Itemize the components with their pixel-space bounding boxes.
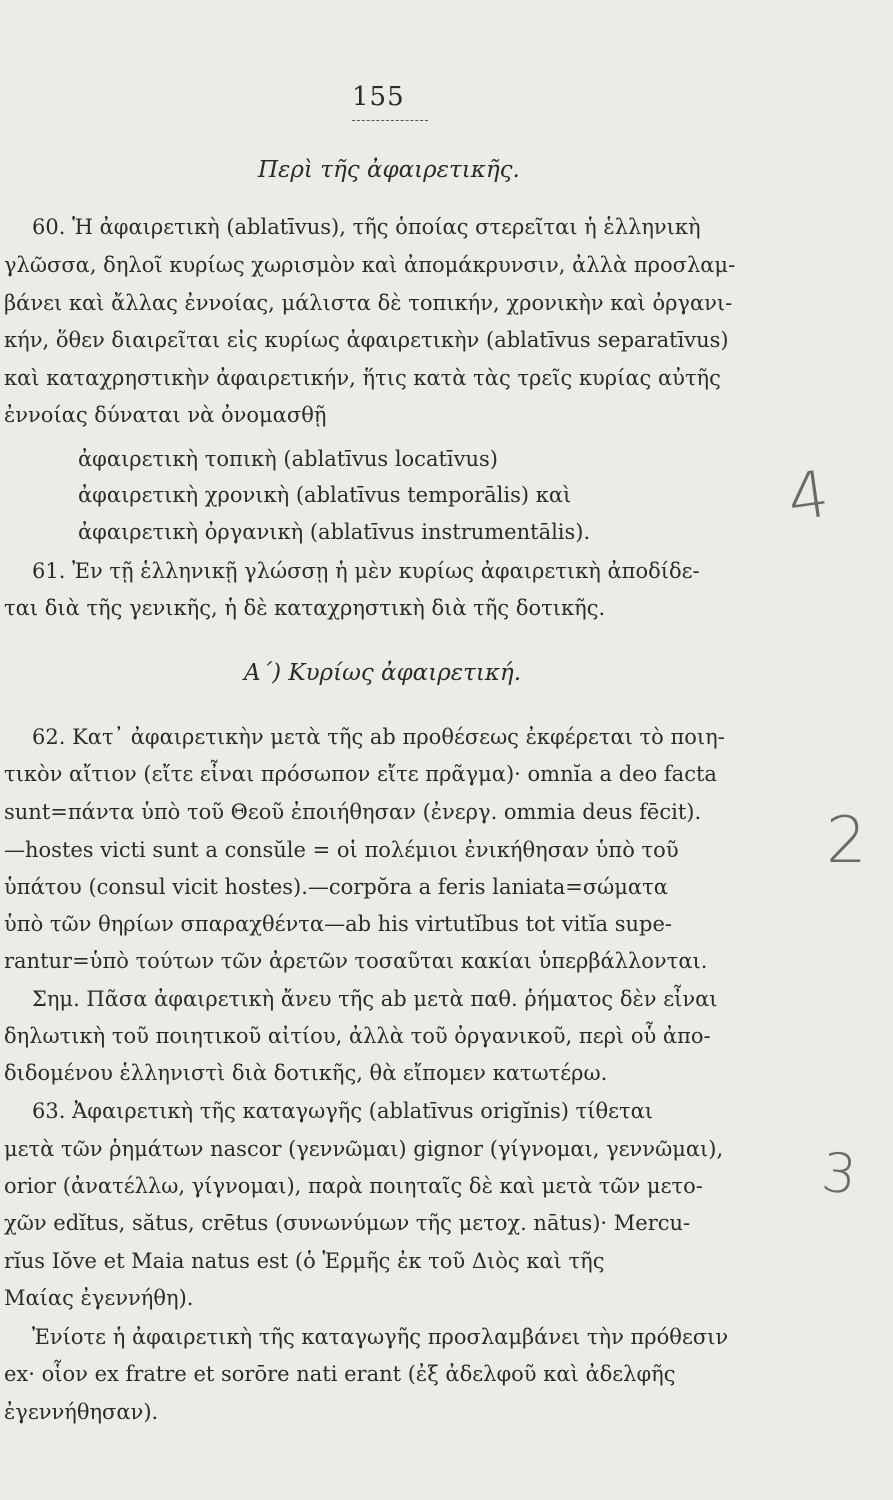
list-line: ἀφαιρετικὴ χρονικὴ (ablatīvus temporālis) καὶ	[78, 483, 572, 507]
text-line: καὶ καταχρηστικὴν ἀφαιρετικήν, ἥτις κατὰ τὰς τρεῖς κυρίας αὐτῆς	[4, 366, 721, 390]
text-line: rĭus Iŏve et Maia natus est (ὁ Ἑρμῆς ἐκ τοῦ Διὸς καὶ τῆς	[4, 1249, 605, 1273]
text-line: orior (ἀνατέλλω, γίγνομαι), παρὰ ποιηταῖς δὲ καὶ μετὰ τῶν μετο-	[4, 1174, 703, 1198]
section-heading: Περὶ τῆς ἀφαιρετικῆς.	[258, 157, 520, 183]
text-line: 61. Ἐν τῇ ἑλληνικῇ γλώσσῃ ἡ μὲν κυρίως ἀφαιρετικὴ ἀποδίδε-	[32, 559, 700, 583]
page-number-rule	[352, 120, 428, 121]
text-line: rantur=ὑπὸ τούτων τῶν ἀρετῶν τοσαῦται κακίαι ὑπερβάλλονται.	[4, 949, 708, 973]
text-line: χῶν edĭtus, sătus, crētus (συνωνύμων τῆς μετοχ. nātus)· Mercu-	[4, 1211, 691, 1235]
page-number: 155	[352, 82, 405, 112]
text-line: —hostes victi sunt a consŭle = οἱ πολέμιοι ἐνικήθησαν ὑπὸ τοῦ	[4, 838, 679, 862]
text-line: βάνει καὶ ἄλλας ἐννοίας, μάλιστα δὲ τοπικήν, χρονικὴν καὶ ὀργανι-	[4, 291, 733, 315]
list-line: ἀφαιρετικὴ ὀργανικὴ (ablatīvus instrumentālis).	[78, 520, 591, 544]
note-line: διδομένου ἑλληνιστὶ διὰ δοτικῆς, θὰ εἴπομεν κατωτέρω.	[4, 1061, 608, 1085]
text-line: Ἐνίοτε ἡ ἀφαιρετικὴ τῆς καταγωγῆς προσλαμβάνει τὴν πρόθεσιν	[32, 1325, 729, 1349]
note-line: Σημ. Πᾶσα ἀφαιρετικὴ ἄνευ τῆς ab μετὰ παθ. ῥήματος δὲν εἶναι	[32, 987, 718, 1011]
text-line: ὑπὸ τῶν θηρίων σπαραχθέντα—ab his virtutĭbus tot vitĭa supe-	[4, 912, 672, 936]
text-line: ται διὰ τῆς γενικῆς, ἡ δὲ καταχρηστικὴ διὰ τῆς δοτικῆς.	[4, 596, 606, 620]
text-line: ὑπάτου (consul vicit hostes).—corpŏra a feris laniata=σώματα	[4, 875, 668, 899]
text-line: ἐννοίας δύναται νὰ ὀνομασθῇ	[4, 403, 327, 427]
text-line: ex· οἷον ex fratre et sorōre nati erant (ἐξ ἀδελφοῦ καὶ ἀδελφῆς	[4, 1362, 676, 1386]
list-line: ἀφαιρετικὴ τοπικὴ (ablatīvus locatīvus)	[78, 447, 498, 471]
text-line: τικὸν αἴτιον (εἴτε εἶναι πρόσωπον εἴτε πρᾶγμα)· omnĭa a deo facta	[4, 762, 717, 786]
margin-note-2: 2	[826, 804, 867, 878]
text-line: 63. Ἀφαιρετικὴ τῆς καταγωγῆς (ablatīvus origĭnis) τίθεται	[32, 1099, 654, 1123]
text-line: μετὰ τῶν ῥημάτων nascor (γεννῶμαι) gignor (γίγνομαι, γεννῶμαι),	[4, 1137, 724, 1161]
text-line: 62. Κατ᾽ ἀφαιρετικὴν μετὰ τῆς ab προθέσεως ἐκφέρεται τὸ ποιη-	[32, 725, 725, 749]
text-line: κήν, ὅθεν διαιρεῖται εἰς κυρίως ἀφαιρετικὴν (ablatīvus separatīvus)	[4, 328, 729, 352]
note-line: δηλωτικὴ τοῦ ποιητικοῦ αἰτίου, ἀλλὰ τοῦ ὀργανικοῦ, περὶ οὗ ἀπο-	[4, 1024, 711, 1048]
text-line: γλῶσσα, δηλοῖ κυρίως χωρισμὸν καὶ ἀπομάκρυνσιν, ἀλλὰ προσλαμ-	[4, 253, 736, 277]
text-line: ἐγεννήθησαν).	[4, 1400, 159, 1424]
subsection-heading: Α΄) Κυρίως ἀφαιρετική.	[244, 660, 522, 686]
margin-note-4: 4	[783, 457, 834, 537]
text-line: 60. Ἡ ἀφαιρετικὴ (ablatīvus), τῆς ὁποίας στερεῖται ἡ ἑλληνικὴ	[32, 215, 701, 239]
text-line: sunt=πάντα ὑπὸ τοῦ Θεοῦ ἐποιήθησαν (ἐνεργ. ommia deus fēcit).	[4, 800, 702, 824]
margin-note-3: 3	[818, 1140, 860, 1207]
text-line: Μαίας ἐγεννήθη).	[4, 1286, 194, 1310]
